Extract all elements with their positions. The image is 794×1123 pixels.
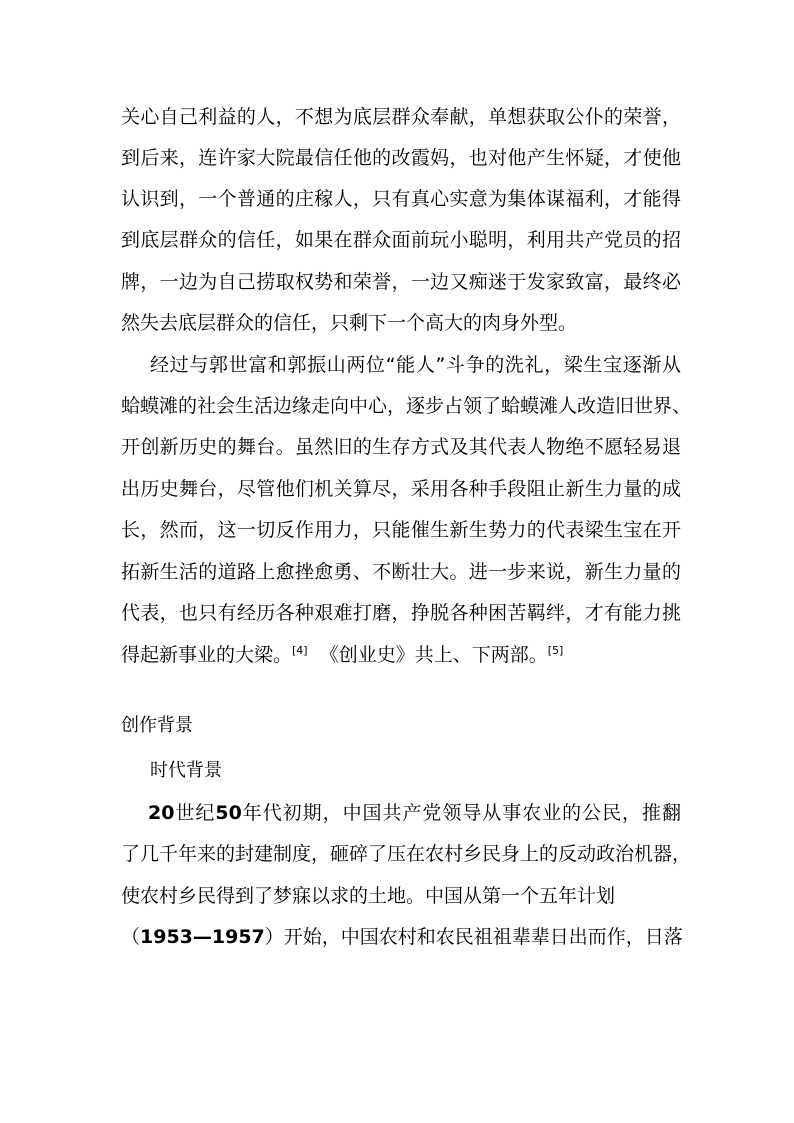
paragraph-text: 《创业史》共上、下两部。: [307, 644, 548, 666]
paragraph-line: 代表，也只有经历各种艰难打磨，挣脱各种困苦羁绊，才有能力挑: [121, 602, 681, 624]
number-text: 50: [215, 802, 242, 824]
subsection-heading: 时代背景: [150, 760, 222, 781]
paragraph-line: 出历史舞台，尽管他们机关算尽，采用各种手段阻止新生力量的成: [121, 478, 681, 500]
paragraph-line: 蛤蟆滩的社会生活边缘走向中心，逐步占领了蛤蟆滩人改造旧世界、: [121, 395, 692, 417]
paragraph-line: [121, 638, 681, 672]
citation-link[interactable]: [4]: [292, 644, 308, 657]
paragraph-line: 长，然而，这一切反作用力，只能催生新生势力的代表梁生宝在开: [121, 519, 681, 541]
paragraph-line: 到后来，连许家大院最信任他的改霞妈，也对他产生怀疑，才使他: [121, 147, 681, 169]
paragraph-text: （: [121, 926, 141, 948]
paragraph-line: 牌，一边为自己捞取权势和荣誉，一边又痴迷于发家致富，最终必: [121, 271, 681, 293]
paragraph-line: 拓新生活的道路上愈挫愈勇、不断壮大。进一步来说，新生力量的: [121, 561, 681, 583]
citation-link[interactable]: [5]: [547, 644, 564, 657]
paragraph-line: 了几千年来的封建制度，砸碎了压在农村乡民身上的反动政治机器，: [121, 843, 692, 865]
paragraph-text: 得起新事业的大梁。: [121, 644, 293, 666]
paragraph-text: ）开始，中国农村和农民祖祖辈辈日出而作，日落: [264, 926, 683, 948]
number-text: 20: [148, 802, 175, 824]
paragraph-line: 关心自己利益的人，不想为底层群众奉献，单想获取公仆的荣誉，: [121, 106, 681, 128]
paragraph-line: 开创新历史的舞台。虽然旧的生存方式及其代表人物绝不愿轻易退: [121, 436, 681, 458]
paragraph-line: 使农村乡民得到了梦寐以求的土地。中国从第一个五年计划: [121, 885, 616, 907]
paragraph-line: [121, 920, 681, 954]
paragraph-text: 年代初期，中国共产党领导从事农业的公民，推翻: [241, 802, 681, 824]
paragraph-line: 然失去底层群众的信任，只剩下一个高大的肉身外型。: [121, 312, 578, 334]
paragraph-line: 经过与郭世富和郭振山两位“能人”斗争的洗礼，梁生宝逐渐从: [150, 354, 681, 376]
paragraph-line: [148, 796, 681, 830]
paragraph-line: 认识到，一个普通的庄稼人，只有真心实意为集体谋福利，才能得: [121, 188, 681, 210]
number-text: 1953—1957: [140, 926, 265, 948]
paragraph-text: 世纪: [174, 802, 216, 824]
section-heading: 创作背景: [121, 715, 193, 736]
paragraph-line: 到底层群众的信任，如果在群众面前玩小聪明，利用共产党员的招: [121, 229, 681, 251]
